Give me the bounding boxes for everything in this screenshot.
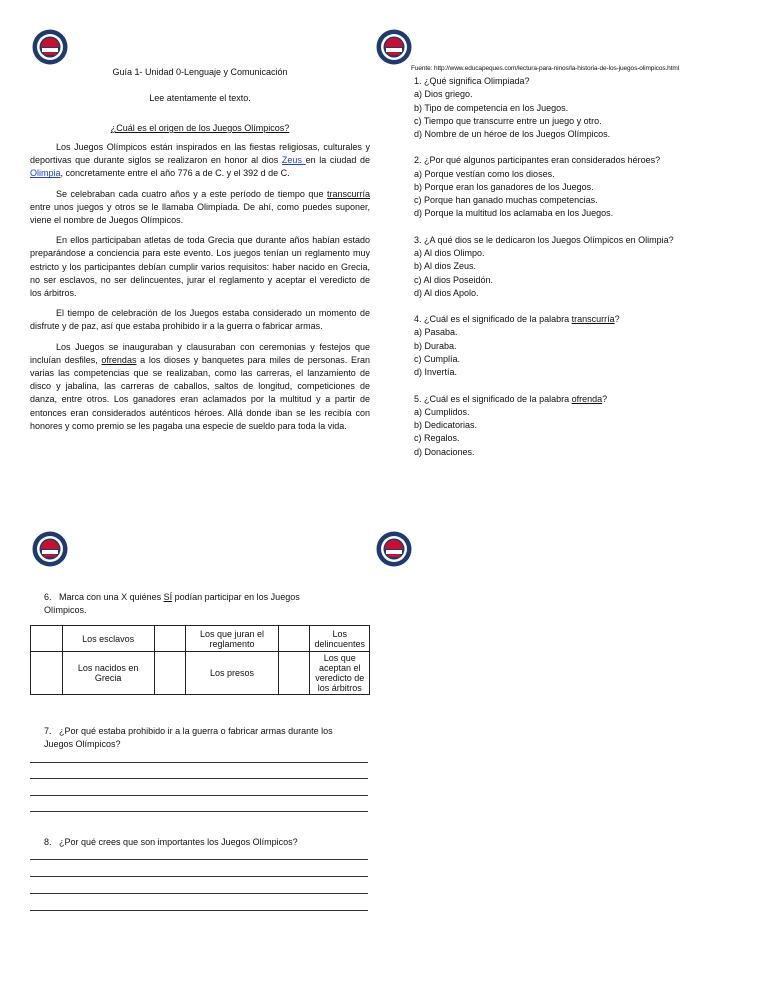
text-span: 5. ¿Cuál es el significado de la palabra: [414, 393, 572, 404]
paragraph-2: [30, 188, 370, 228]
option-c[interactable]: c) Cumplía.: [414, 353, 461, 364]
paragraph-1: [30, 141, 370, 181]
question-text: ¿Por qué crees que son importantes los Juegos Olímpicos?: [59, 837, 298, 847]
table-cell: Los que aceptan el veredicto de los árbitros: [310, 652, 370, 695]
text-span: Los Juegos Olímpicos están inspirados en las fiestas religiosas, culturales y deportivas que durante siglos se realizaron en honor al dios: [30, 142, 370, 166]
table-cell: Los nacidos en Grecia: [62, 652, 154, 695]
reading-heading: ¿Cuál es el origen de los Juegos Olímpicos?: [110, 123, 290, 133]
answer-line[interactable]: [30, 859, 368, 860]
option-a[interactable]: a) Pasaba.: [414, 327, 458, 338]
table-cell: Los que juran el reglamento: [186, 626, 279, 652]
option-b[interactable]: b) Al dios Zeus.: [414, 261, 477, 272]
table-cell: Los delincuentes: [310, 626, 370, 652]
option-c[interactable]: c) Regalos.: [414, 433, 460, 444]
underlined-word-transcurria: transcurría: [326, 188, 370, 199]
option-b[interactable]: b) Tipo de competencia en los Juegos.: [414, 102, 569, 113]
answer-line[interactable]: [30, 778, 368, 779]
answer-line[interactable]: [30, 876, 368, 877]
option-b[interactable]: b) Porque eran los ganadores de los Juegos.: [414, 181, 594, 192]
option-a[interactable]: a) Porque vestían como los dioses.: [414, 168, 555, 179]
text-span: ?: [602, 393, 608, 404]
reading-text: [30, 141, 370, 440]
option-a[interactable]: a) Al dios Olimpo.: [414, 247, 485, 258]
text-span: podían participar en los Juegos Olímpicos.: [44, 592, 300, 616]
underlined-word: ofrenda: [571, 393, 603, 404]
option-d[interactable]: d) Porque la multitud los aclamaba en los Juegos.: [414, 208, 614, 219]
question-number: 8.: [44, 837, 52, 847]
table-row: [31, 652, 370, 695]
text-span: entre unos juegos y otros se le llamaba Olimpiada. De ahí, como puedes suponer, viene el nombre de Juegos Olímpicos.: [30, 201, 370, 226]
text-span: en la ciudad de: [305, 155, 370, 166]
question-1: [414, 75, 754, 141]
question-text: [414, 313, 754, 326]
table-cell: Los esclavos: [62, 626, 154, 652]
option-a[interactable]: a) Cumplidos.: [414, 406, 470, 417]
table-cell: Los presos: [186, 652, 279, 695]
underlined-word: transcurría: [571, 314, 615, 325]
question-text: 1. ¿Qué significa Olimpiada?: [414, 76, 530, 86]
question-number: 7.: [44, 726, 52, 736]
option-a[interactable]: a) Dios griego.: [414, 89, 473, 100]
question-list: [414, 75, 754, 472]
checkbox-cell[interactable]: [278, 652, 310, 695]
option-c[interactable]: c) Tiempo que transcurre entre un juego y otro.: [414, 115, 602, 126]
table-row: [31, 626, 370, 652]
participants-table: [30, 625, 370, 695]
answer-line[interactable]: [30, 762, 368, 763]
question-8: [44, 836, 364, 849]
option-c[interactable]: c) Al dios Poseidón.: [414, 274, 494, 285]
option-c[interactable]: c) Porque han ganado muchas competencias.: [414, 195, 598, 206]
zeus-link[interactable]: Zeus: [281, 155, 306, 166]
text-span: Los Juegos se inauguraban y clausuraban con ceremonias y festejos que incluían desfiles,: [30, 341, 370, 365]
option-d[interactable]: d) Al dios Apolo.: [414, 287, 479, 298]
worksheet-title: Guía 1- Unidad 0-Lenguaje y Comunicación: [112, 67, 288, 77]
answer-line[interactable]: [30, 893, 368, 894]
paragraph-4: El tiempo de celebración de los Juegos estaba considerado un momento de disfrute y de paz, así que estaba prohibido ir a la guerra o fabricar armas.: [30, 308, 370, 332]
option-b[interactable]: b) Dedicatorias.: [414, 420, 478, 431]
school-logo-emblem: [376, 531, 412, 567]
paragraph-5: [30, 341, 370, 433]
checkbox-cell[interactable]: [278, 626, 310, 652]
checkbox-cell[interactable]: [31, 626, 63, 652]
text-span: Se celebraban cada cuatro años y a este período de tiempo que: [56, 188, 327, 199]
source-link[interactable]: Fuente: http://www.educapeques.com/lectura-para-ninos/la-historia-de-los-juegos-olimpicos.html: [411, 65, 680, 72]
text-span: a los dioses y banquetes para miles de personas. Eran varias las competencias que se realizaban, como las carreras, el lanzamiento de disco y jabalina, las carreras de caballos, saltos de longitud, competiciones de danza, entre otros. Los ganadores eran aclamados por la multitud y a partir de entonces eran considerados auténticos héroes. Allá donde iban se les recibía con honores y como premio se les pagaba una especie de sueldo para toda la vida.: [30, 354, 370, 431]
text-span: ?: [614, 314, 620, 325]
question-text: [414, 393, 754, 406]
question-4: [414, 313, 754, 379]
question-5: [414, 393, 754, 459]
text-span: 4. ¿Cuál es el significado de la palabra: [414, 314, 572, 325]
checkbox-cell[interactable]: [31, 652, 63, 695]
paragraph-3: En ellos participaban atletas de toda Grecia que durante años habían estado preparándose a conciencia para este evento. Los juegos tenían un reglamento muy estricto y los participantes debían cumplir varios requisitos: haber nacido en Grecia, no ser esclavos, no ser delincuentes, jurar el reglamento y aceptar el veredicto de los árbitros.: [30, 235, 370, 299]
question-2: [414, 154, 754, 220]
underlined-word-si: SÍ: [163, 592, 173, 602]
answer-line[interactable]: [30, 811, 368, 812]
underlined-word-ofrendas: ofrendas: [101, 354, 137, 365]
checkbox-cell[interactable]: [154, 652, 186, 695]
text-span: Marca con una X quiénes: [59, 592, 164, 602]
instruction-text: Lee atentamente el texto.: [149, 93, 251, 103]
question-3: [414, 234, 754, 300]
answer-line[interactable]: [30, 910, 368, 911]
olimpia-link[interactable]: Olimpia: [30, 168, 61, 179]
question-number: 6.: [44, 592, 52, 602]
question-text: ¿Por qué estaba prohibido ir a la guerra o fabricar armas durante los Juegos Olímpicos?: [44, 726, 333, 750]
answer-line[interactable]: [30, 795, 368, 796]
school-logo-emblem: [32, 29, 68, 65]
question-7: [44, 725, 364, 751]
option-d[interactable]: d) Donaciones.: [414, 446, 475, 457]
question-text: 2. ¿Por qué algunos participantes eran considerados héroes?: [414, 155, 661, 166]
option-d[interactable]: d) Nombre de un héroe de los Juegos Olímpicos.: [414, 129, 611, 140]
text-span: , concretamente entre el año 776 a de C. y el 392 d de C.: [60, 168, 290, 179]
school-logo-emblem: [376, 29, 412, 65]
question-6: [44, 591, 344, 617]
option-d[interactable]: d) Invertía.: [414, 367, 458, 378]
question-text: 3. ¿A qué dios se le dedicaron los Juegos Olímpicos en Olimpia?: [414, 234, 674, 245]
option-b[interactable]: b) Duraba.: [414, 340, 457, 351]
checkbox-cell[interactable]: [154, 626, 186, 652]
school-logo-emblem: [32, 531, 68, 567]
